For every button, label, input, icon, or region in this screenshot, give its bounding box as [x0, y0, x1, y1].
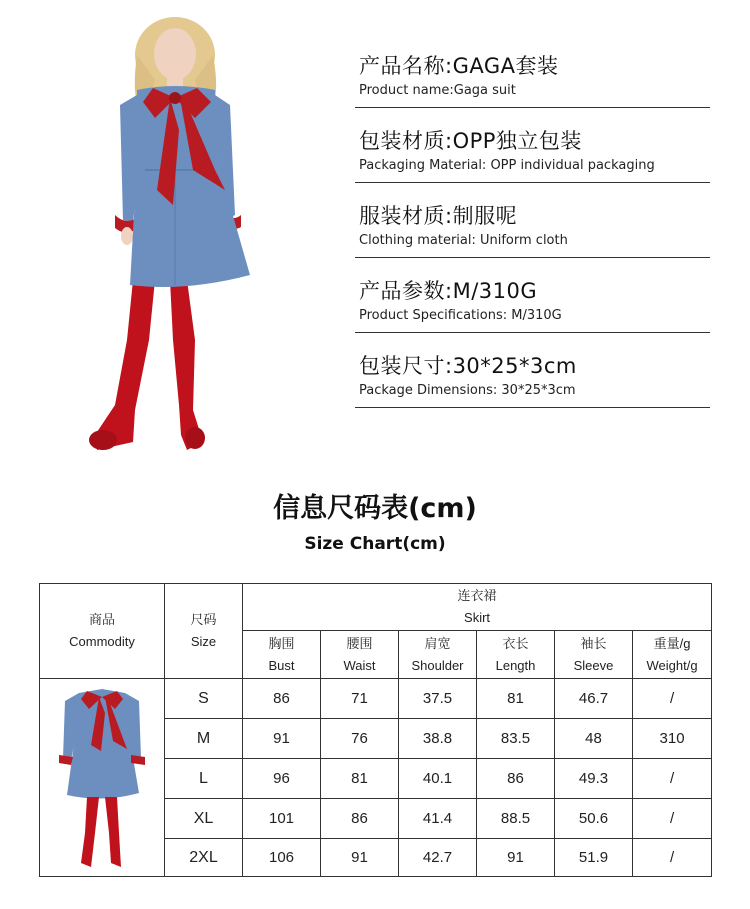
- info-label-en: Product name:Gaga suit: [359, 83, 516, 98]
- column-header-en: Sleeve: [573, 657, 614, 673]
- shoulder-cell: 38.8: [399, 719, 477, 759]
- column-header-bust: [243, 631, 321, 679]
- shoulder-cell: 41.4: [399, 799, 477, 839]
- weight-cell: /: [633, 799, 712, 839]
- header-group-cn: 连衣裙: [457, 588, 497, 603]
- product-thumbnail: [57, 683, 147, 873]
- info-product-name: [355, 50, 710, 108]
- size-cell: S: [165, 679, 243, 719]
- info-package-dimensions: [355, 350, 710, 408]
- commodity-image-cell: [40, 679, 165, 877]
- header-size-cn: 尺码: [190, 612, 217, 627]
- size-cell: 2XL: [165, 839, 243, 877]
- info-label-en: Clothing material: Uniform cloth: [359, 233, 568, 248]
- sleeve-cell: 48: [555, 719, 633, 759]
- table-row: [40, 679, 712, 719]
- length-cell: 91: [477, 839, 555, 877]
- size-cell: M: [165, 719, 243, 759]
- column-header-weight: [633, 631, 712, 679]
- column-header-sleeve: [555, 631, 633, 679]
- info-packaging-material: [355, 125, 710, 183]
- length-cell: 83.5: [477, 719, 555, 759]
- column-header-en: Shoulder: [411, 657, 464, 673]
- waist-cell: 91: [321, 839, 399, 877]
- column-header-cn: 腰围: [346, 635, 373, 651]
- weight-cell: 310: [633, 719, 712, 759]
- info-label-cn: 产品名称:GAGA套装: [359, 54, 559, 78]
- info-label-en: Packaging Material: OPP individual packaging: [359, 158, 655, 173]
- column-header-en: Length: [495, 657, 536, 673]
- info-clothing-material: [355, 200, 710, 258]
- header-commodity-cn: 商品: [88, 612, 115, 627]
- header-group-skirt: [243, 584, 712, 631]
- size-chart-table: [39, 583, 712, 877]
- header-size-en: Size: [190, 634, 217, 649]
- waist-cell: 71: [321, 679, 399, 719]
- header-commodity: [40, 584, 165, 679]
- bust-cell: 106: [243, 839, 321, 877]
- size-chart-title-cn: 信息尺码表(cm): [273, 493, 477, 524]
- length-cell: 86: [477, 759, 555, 799]
- bust-cell: 96: [243, 759, 321, 799]
- column-header-cn: 袖长: [580, 635, 607, 651]
- waist-cell: 86: [321, 799, 399, 839]
- shoulder-cell: 40.1: [399, 759, 477, 799]
- column-header-en: Waist: [343, 657, 376, 673]
- info-label-cn: 包装尺寸:30*25*3cm: [359, 354, 577, 378]
- model-photo: [75, 10, 275, 455]
- weight-cell: /: [633, 839, 712, 877]
- size-chart-title-en: Size Chart(cm): [304, 534, 446, 554]
- header-commodity-en: Commodity: [69, 634, 135, 649]
- size-cell: L: [165, 759, 243, 799]
- column-header-shoulder: [399, 631, 477, 679]
- bust-cell: 91: [243, 719, 321, 759]
- length-cell: 81: [477, 679, 555, 719]
- info-label-cn: 服装材质:制服呢: [359, 204, 518, 228]
- info-label-cn: 包装材质:OPP独立包装: [359, 129, 582, 153]
- column-header-length: [477, 631, 555, 679]
- product-info: [355, 50, 710, 425]
- length-cell: 88.5: [477, 799, 555, 839]
- sleeve-cell: 51.9: [555, 839, 633, 877]
- sleeve-cell: 50.6: [555, 799, 633, 839]
- sleeve-cell: 46.7: [555, 679, 633, 719]
- weight-cell: /: [633, 759, 712, 799]
- column-header-cn: 肩宽: [424, 635, 451, 651]
- column-header-cn: 重量/g: [653, 635, 691, 651]
- waist-cell: 76: [321, 719, 399, 759]
- shoulder-cell: 42.7: [399, 839, 477, 877]
- column-header-waist: [321, 631, 399, 679]
- info-label-en: Package Dimensions: 30*25*3cm: [359, 383, 576, 398]
- bust-cell: 86: [243, 679, 321, 719]
- size-cell: XL: [165, 799, 243, 839]
- column-header-cn: 衣长: [502, 635, 529, 651]
- column-header-en: Weight/g: [646, 657, 698, 673]
- info-specifications: [355, 275, 710, 333]
- info-label-cn: 产品参数:M/310G: [359, 279, 538, 303]
- column-header-cn: 胸围: [268, 635, 295, 651]
- header-size: [165, 584, 243, 679]
- waist-cell: 81: [321, 759, 399, 799]
- shoulder-cell: 37.5: [399, 679, 477, 719]
- bust-cell: 101: [243, 799, 321, 839]
- column-header-en: Bust: [268, 657, 295, 673]
- header-group-en: Skirt: [464, 610, 491, 625]
- weight-cell: /: [633, 679, 712, 719]
- sleeve-cell: 49.3: [555, 759, 633, 799]
- info-label-en: Product Specifications: M/310G: [359, 308, 562, 323]
